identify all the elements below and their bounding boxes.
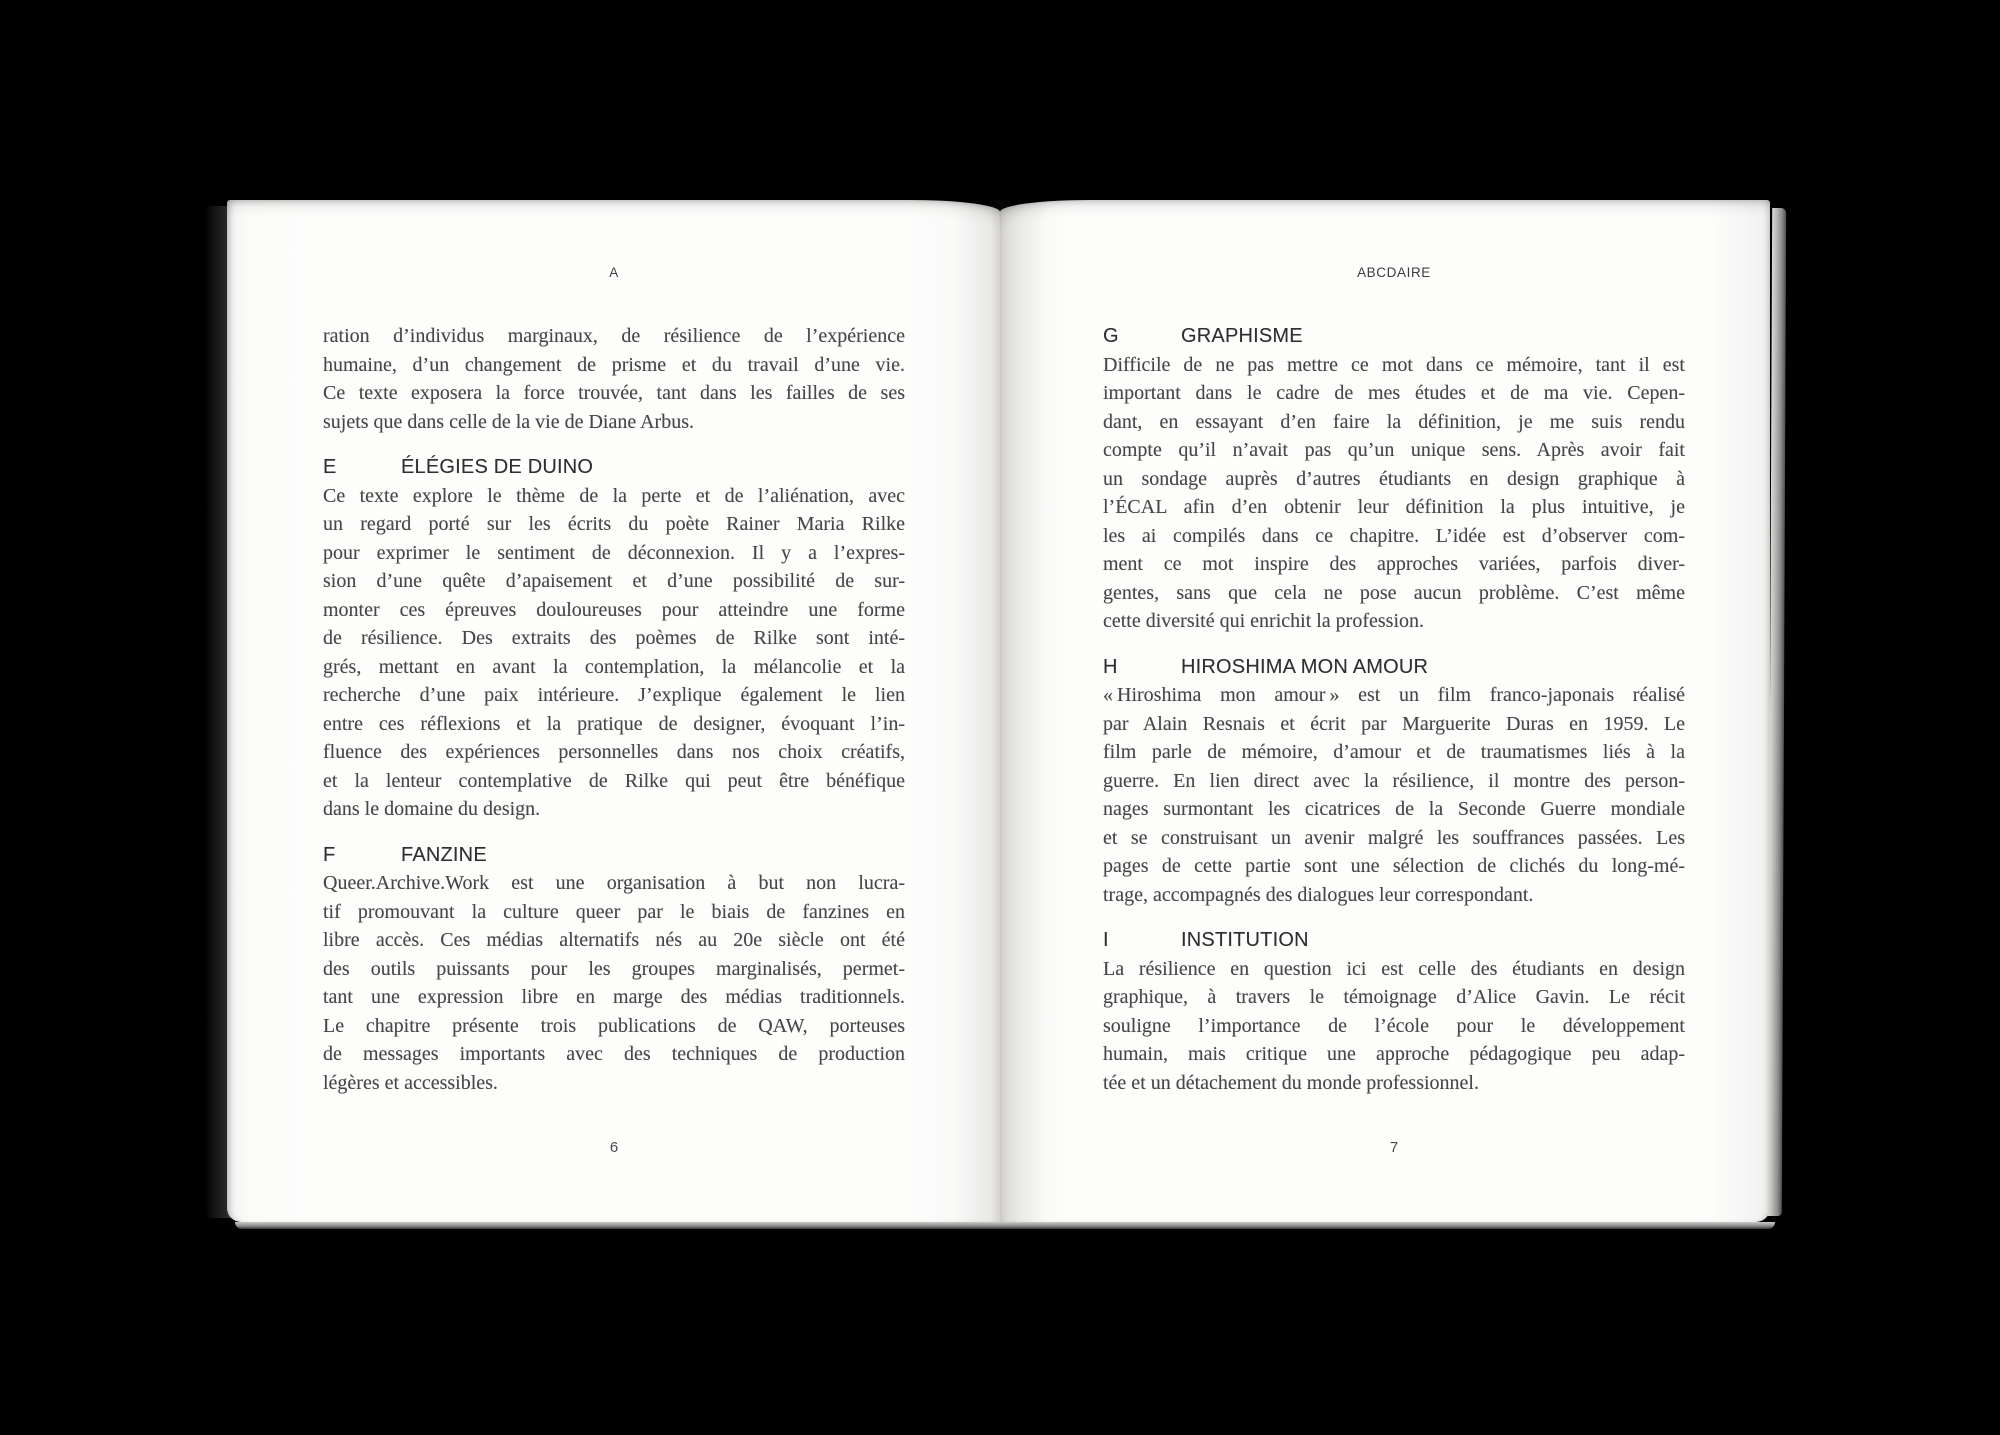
text-line: cette diversité qui enrichit la profession. xyxy=(1103,610,1425,632)
left-page-number: 6 xyxy=(609,1139,619,1156)
entry-letter: F xyxy=(323,843,336,866)
text-line: tée et un détachement du monde professionnel. xyxy=(1103,1071,1479,1094)
text-line: de messages importants avec des techniques de production xyxy=(323,1043,905,1065)
entry-letter: G xyxy=(1103,325,1119,347)
text-line: et la lenteur contemplative de Rilke qui peut être bénéfique xyxy=(323,769,905,792)
text-line: humain, mais critique une approche pédagogique peu adap- xyxy=(1103,1043,1685,1065)
entry-title: ÉLÉGIES DE DUINO xyxy=(401,456,594,478)
text-line: Queer.Archive.Work est une organisation à but non lucra- xyxy=(323,872,905,894)
entry-title: HIROSHIMA MON AMOUR xyxy=(1181,655,1429,678)
text-line: des outils puissants pour les groupes marginalisés, permet- xyxy=(323,957,905,980)
left-page-text-block xyxy=(323,322,905,1097)
text-line: souligne l’importance de l’école pour le développement xyxy=(1103,1014,1685,1037)
entry-letter: I xyxy=(1103,929,1109,951)
text-line: monter ces épreuves douloureuses pour atteindre une forme xyxy=(323,598,905,621)
entry-heading xyxy=(323,841,905,870)
entry-letter: H xyxy=(1103,655,1118,678)
page-block-edge-right xyxy=(1768,208,1786,1216)
text-line: les ai compilés dans ce chapitre. L’idée est d’observer com- xyxy=(1103,524,1685,547)
entry-letter: E xyxy=(323,456,337,478)
paragraph-continuation xyxy=(323,322,905,436)
text-line: La résilience en question ici est celle des étudiants en design xyxy=(1103,957,1685,980)
text-line: recherche d’une paix intérieure. J’explique également le lien xyxy=(323,684,905,706)
text-line: « Hiroshima mon amour » est un film franco-japonais réalisé xyxy=(1103,684,1685,706)
text-line: important dans le cadre de mes études et de ma vie. Cepen- xyxy=(1103,382,1685,404)
text-line: dans le domaine du design. xyxy=(323,798,541,820)
entry-title: FANZINE xyxy=(401,843,487,866)
page-block-edge-bottom xyxy=(235,1222,1775,1229)
text-line: tif promouvant la culture queer par le biais de fanzines en xyxy=(323,900,905,923)
text-line: sion d’une quête d’apaisement et d’une possibilité de sur- xyxy=(323,570,905,592)
right-page-number: 7 xyxy=(1389,1139,1399,1156)
text-line: par Alain Resnais et écrit par Marguerite Duras en 1959. Le xyxy=(1103,712,1685,735)
text-line: humaine, d’un changement de prisme et du travail d’une vie. xyxy=(323,353,905,376)
text-line: légères et accessibles. xyxy=(323,1071,498,1094)
text-line: sujets que dans celle de la vie de Diane Arbus. xyxy=(323,410,694,433)
entry-h xyxy=(1103,653,1685,910)
entry-i xyxy=(1103,926,1685,1097)
text-line: compte qu’il n’avait pas qu’un unique sens. Après avoir fait xyxy=(1103,439,1685,461)
text-line: Ce texte exposera la force trouvée, tant dans les failles de ses xyxy=(323,382,905,404)
entry-g xyxy=(1103,322,1685,636)
running-head-left: A xyxy=(609,265,619,280)
text-line: l’ÉCAL afin d’en obtenir leur définition la plus intuitive, je xyxy=(1103,496,1685,518)
text-line: film parle de mémoire, d’amour et de traumatismes liés à la xyxy=(1103,741,1685,763)
entry-title: GRAPHISME xyxy=(1181,325,1303,347)
left-page xyxy=(227,200,1000,1222)
text-line: nages surmontant les cicatrices de la Seconde Guerre mondiale xyxy=(1103,798,1685,820)
text-line: et se construisant un avenir malgré les souffrances passées. Les xyxy=(1103,826,1685,849)
text-line: ment ce mot inspire des approches variées, parfois diver- xyxy=(1103,553,1685,575)
text-line: dant, en essayant d’en faire la définition, je me suis rendu xyxy=(1103,410,1685,433)
entry-heading xyxy=(1103,322,1685,351)
text-line: Le chapitre présente trois publications de QAW, porteuses xyxy=(323,1014,905,1037)
text-line: Ce texte explore le thème de la perte et de l’aliénation, avec xyxy=(323,484,905,507)
right-page xyxy=(1000,200,1770,1222)
text-line: fluence des expériences personnelles dans nos choix créatifs, xyxy=(323,741,905,763)
text-line: graphique, à travers le témoignage d’Alice Gavin. Le récit xyxy=(1103,986,1685,1008)
text-line: tant une expression libre en marge des médias traditionnels. xyxy=(323,986,905,1008)
text-line: libre accès. Ces médias alternatifs nés au 20e siècle ont été xyxy=(323,929,905,951)
text-line: un regard porté sur les écrits du poète Rainer Maria Rilke xyxy=(323,513,905,535)
book-spread xyxy=(205,200,1785,1230)
entry-heading xyxy=(1103,926,1685,955)
text-line: trage, accompagnés des dialogues leur correspondant. xyxy=(1103,883,1534,906)
right-page-text-block xyxy=(1103,322,1685,1097)
text-line: guerre. En lien direct avec la résilience, il montre des person- xyxy=(1103,769,1685,792)
running-head-right: ABCDAIRE xyxy=(1357,265,1431,280)
entry-title: INSTITUTION xyxy=(1181,929,1309,951)
text-line: grés, mettant en avant la contemplation, la mélancolie et la xyxy=(323,655,905,678)
entry-f xyxy=(323,841,905,1098)
text-line: ration d’individus marginaux, de résilience de l’expérience xyxy=(323,325,905,347)
text-line: pour exprimer le sentiment de déconnexion. Il y a l’expres- xyxy=(323,541,905,564)
text-line: de résilience. Des extraits des poèmes de Rilke sont inté- xyxy=(323,627,905,649)
text-line: Difficile de ne pas mettre ce mot dans ce mémoire, tant il est xyxy=(1103,353,1685,376)
text-line: gentes, sans que cela ne pose aucun problème. C’est même xyxy=(1103,581,1685,604)
entry-e xyxy=(323,453,905,824)
entry-heading xyxy=(323,453,905,482)
entry-heading xyxy=(1103,653,1685,682)
text-line: un sondage auprès d’autres étudiants en design graphique à xyxy=(1103,467,1685,490)
text-line: entre ces réflexions et la pratique de designer, évoquant l’in- xyxy=(323,712,905,735)
text-line: pages de cette partie sont une sélection de clichés du long-mé- xyxy=(1103,855,1685,877)
